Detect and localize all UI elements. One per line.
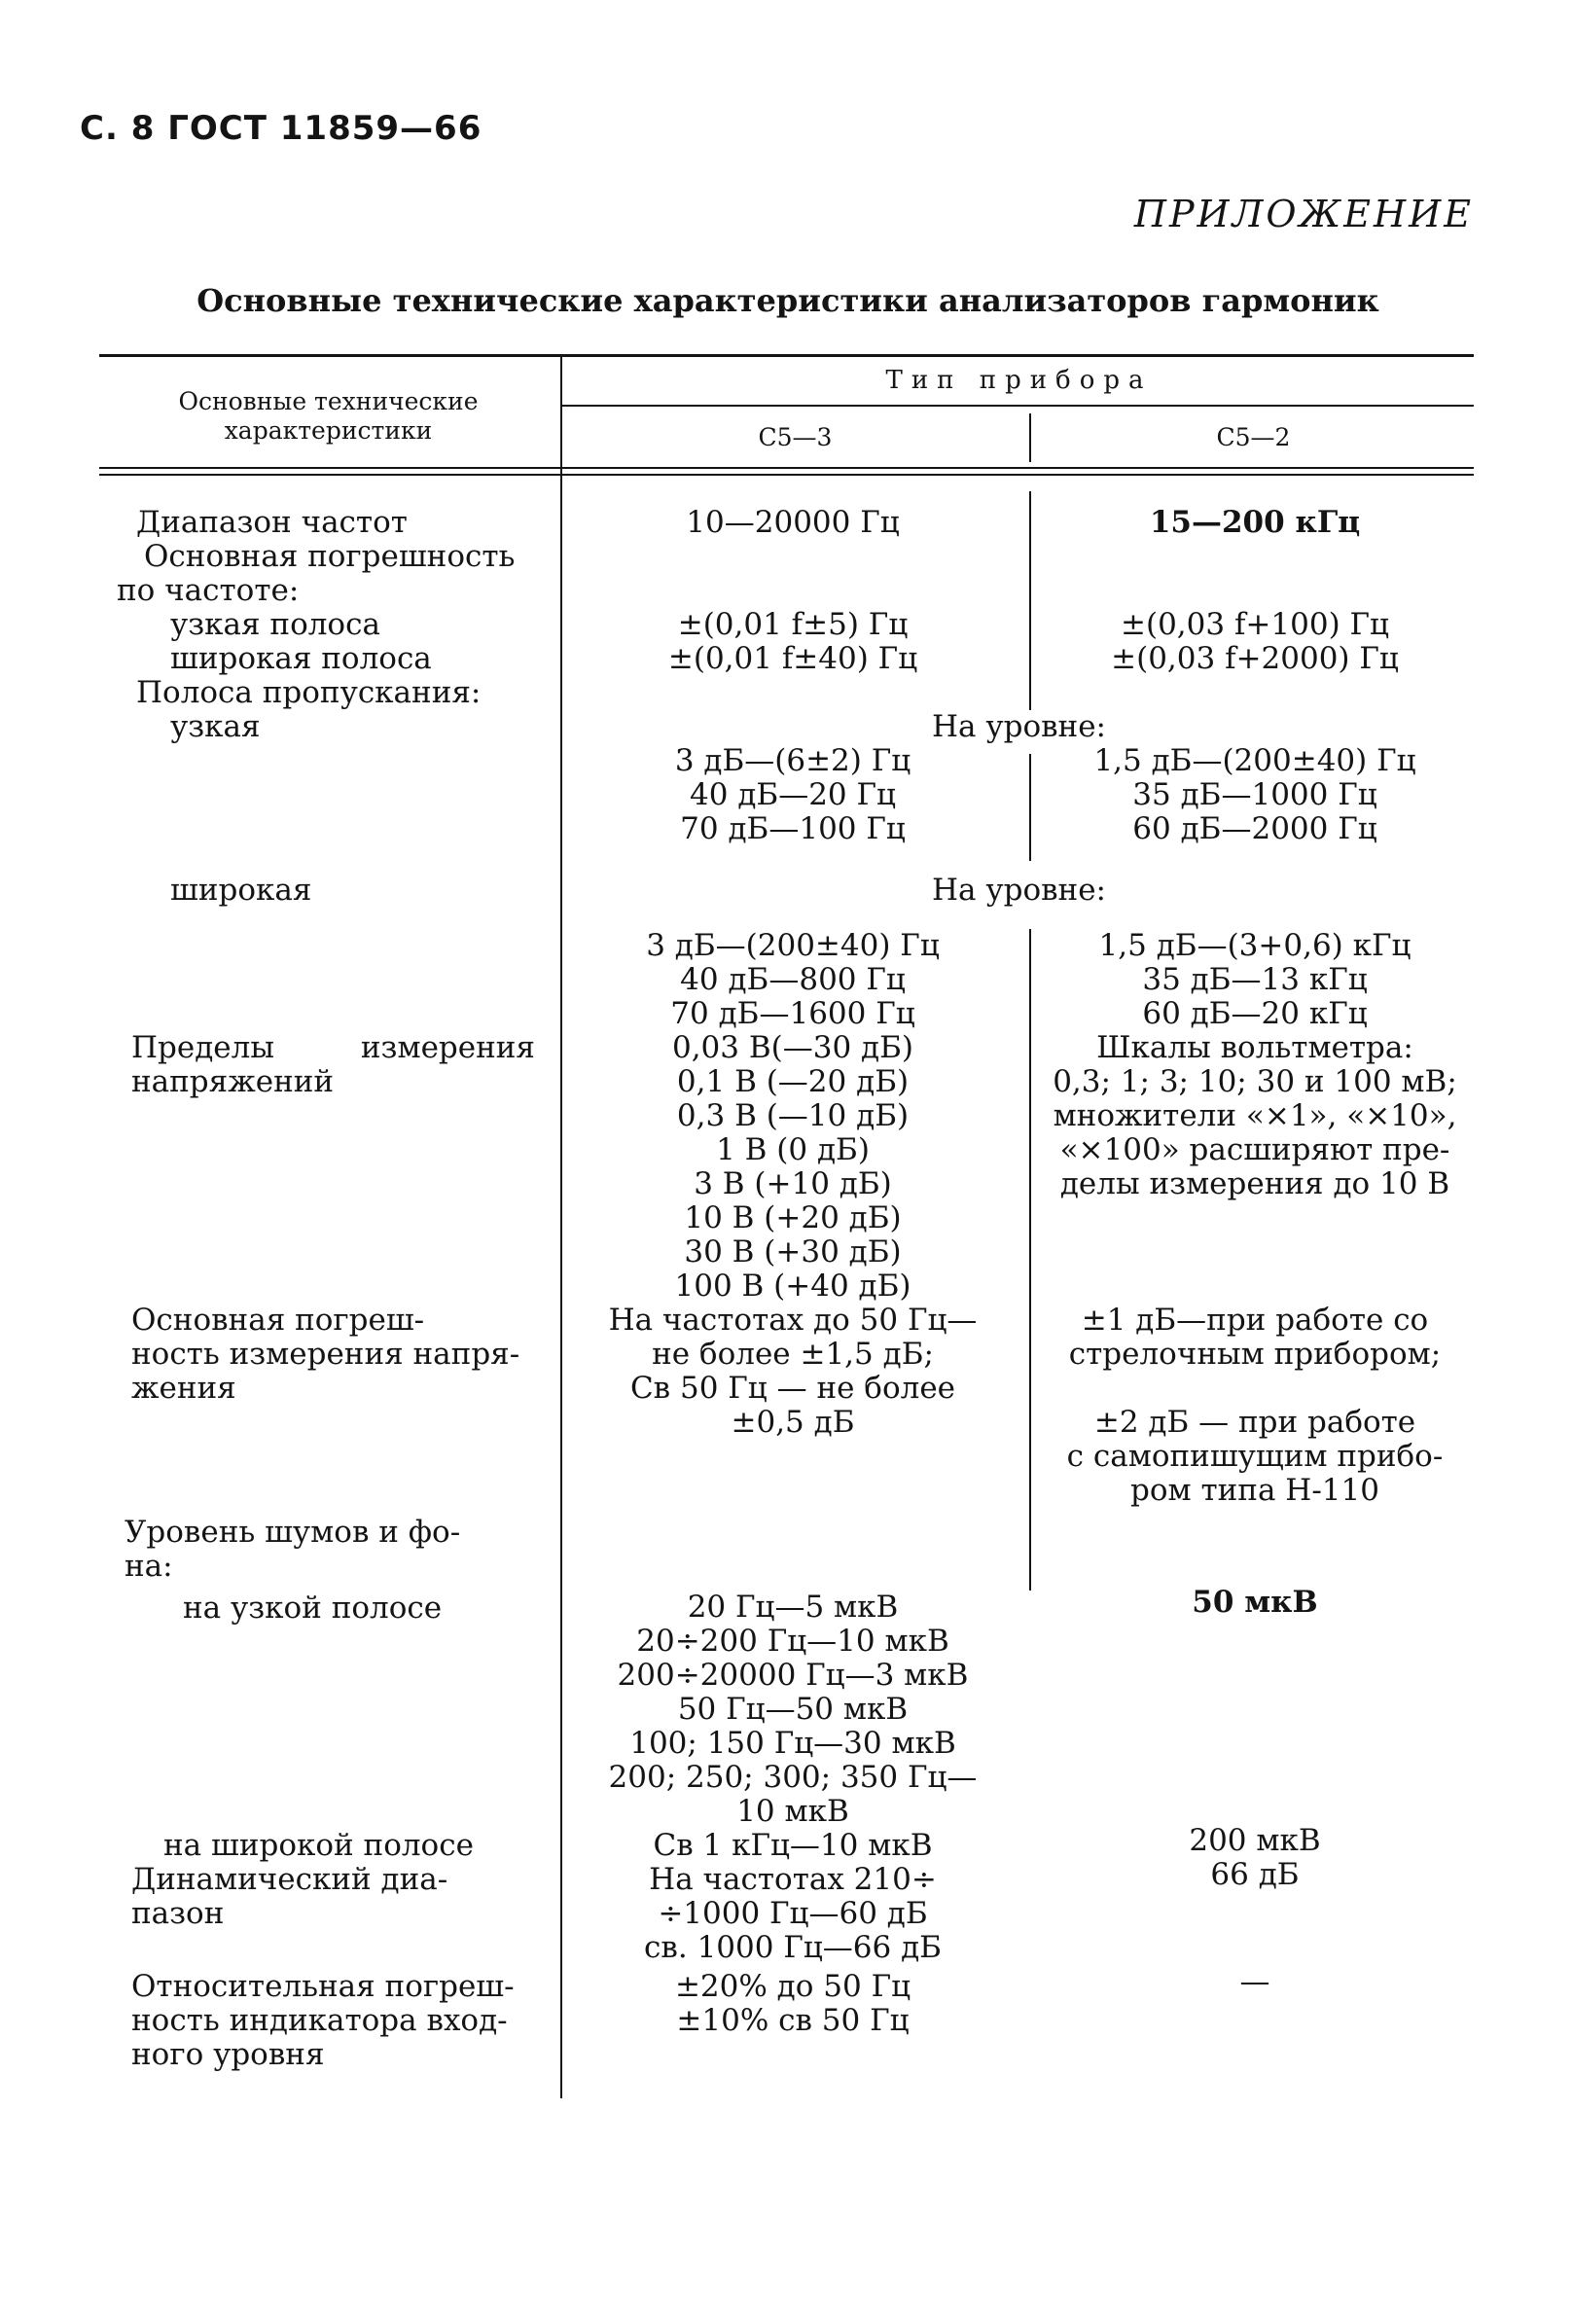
- band-wide-level: На уровне:: [931, 873, 1107, 908]
- cell-b-noise-wide: 200 мкВ: [1189, 1823, 1321, 1858]
- cell-b-voltage-accuracy: ±1 дБ—при работе со стрелочным прибором; ±2 дБ — при работе с самопишущим прибо- ром типа Н-110: [1066, 1303, 1444, 1508]
- cell-a-indicator-error: ±20% до 50 Гц ±10% св 50 Гц: [674, 1969, 911, 2038]
- cell-a-band-wide: 3 дБ—(200±40) Гц 40 дБ—800 Гц 70 дБ—1600 Гц: [646, 928, 940, 1031]
- cell-b-indicator-error: —: [1239, 1964, 1270, 1999]
- header-bottom-rule-2: [99, 474, 1474, 476]
- column-divider-band-wide: [1029, 929, 1031, 1591]
- cell-a-noise-narrow: 20 Гц—5 мкВ 20÷200 Гц—10 мкВ 200÷20000 Гц—3 мкВ 50 Гц—50 мкВ 100; 150 Гц—30 мкВ 200; 250; 300; 350 Гц— 10 мкВ: [608, 1590, 978, 1829]
- type-header: Тип прибора: [885, 366, 1153, 395]
- cell-a-dynamic-range: На частотах 210÷ ÷1000 Гц—60 дБ св. 1000 Гц—66 дБ: [644, 1862, 942, 1965]
- cell-b-dynamic-range: 66 дБ: [1210, 1857, 1300, 1892]
- cell-b-freq-range: 15—200 кГц: [1149, 505, 1361, 540]
- page-reference: С. 8 ГОСТ 11859—66: [80, 109, 482, 148]
- cell-a-voltage-accuracy: На частотах до 50 Гц— не более ±1,5 дБ; Св 50 Гц — не более ±0,5 дБ: [608, 1303, 978, 1440]
- row-label-freq-error: Основная погрешность по частоте: узкая полоса широкая полоса: [117, 539, 516, 676]
- column-divider-main: [560, 357, 562, 2098]
- row-label-noise-wide: на широкой полосе: [163, 1828, 474, 1863]
- cell-b-band-narrow: 1,5 дБ—(200±40) Гц 35 дБ—1000 Гц 60 дБ—2000 Гц: [1093, 743, 1416, 846]
- type-header-rule: [562, 405, 1474, 407]
- cell-b-noise-narrow: 50 мкВ: [1192, 1585, 1318, 1620]
- header-bottom-rule: [99, 467, 1474, 469]
- table-top-rule: [99, 354, 1474, 357]
- column-divider-header: [1029, 413, 1031, 462]
- cell-a-freq-range: 10—20000 Гц: [686, 505, 900, 540]
- row-label-noise: Уровень шумов и фо- на: на узкой полосе: [125, 1515, 461, 1626]
- table-title: Основные технические характеристики анализаторов гармоник: [196, 282, 1379, 319]
- model-b-header: С5—2: [1216, 423, 1291, 451]
- col1-header: Основные технические характеристики: [178, 387, 479, 445]
- row-label-freq-range: Диапазон частот: [136, 505, 408, 540]
- cell-b-band-wide: 1,5 дБ—(3+0,6) кГц 35 дБ—13 кГц 60 дБ—20 кГц: [1098, 928, 1411, 1031]
- row-label-indicator-error: Относительная погреш- ность индикатора вход- ного уровня: [131, 1969, 515, 2072]
- row-label-bandwidth: Полоса пропускания: узкая: [136, 675, 482, 744]
- appendix-heading: ПРИЛОЖЕНИЕ: [1133, 193, 1474, 235]
- cell-b-voltage-range: Шкалы вольтметра: 0,3; 1; 3; 10; 30 и 100 мВ; множители «×1», «×10», «×100» расширяют пре- делы измерения до 10 В: [1053, 1030, 1457, 1201]
- column-divider-band-narrow: [1029, 754, 1031, 861]
- cell-a-freq-error: ±(0,01 f±5) Гц ±(0,01 f±40) Гц: [667, 607, 918, 676]
- model-a-header: С5—3: [758, 423, 833, 451]
- row-label-voltage-accuracy: Основная погреш- ность измерения напря- жения: [131, 1303, 520, 1406]
- cell-a-band-narrow: 3 дБ—(6±2) Гц 40 дБ—20 Гц 70 дБ—100 Гц: [674, 743, 911, 846]
- column-divider-freq: [1029, 491, 1031, 710]
- row-label-dynamic-range: Динамический диа- пазон: [131, 1862, 448, 1931]
- cell-a-noise-wide: Св 1 кГц—10 мкВ: [653, 1828, 933, 1863]
- cell-a-voltage-range: 0,03 В(—30 дБ) 0,1 В (—20 дБ) 0,3 В (—10 дБ) 1 В (0 дБ) 3 В (+10 дБ) 10 В (+20 дБ) 30 В (+30 дБ) 100 В (+40 дБ): [671, 1030, 913, 1304]
- row-label-voltage-range: Пределы измерения напряжений: [131, 1030, 535, 1099]
- row-label-band-wide: широкая: [170, 873, 312, 908]
- cell-b-freq-error: ±(0,03 f+100) Гц ±(0,03 f+2000) Гц: [1111, 607, 1399, 676]
- band-narrow-level: На уровне:: [931, 709, 1107, 744]
